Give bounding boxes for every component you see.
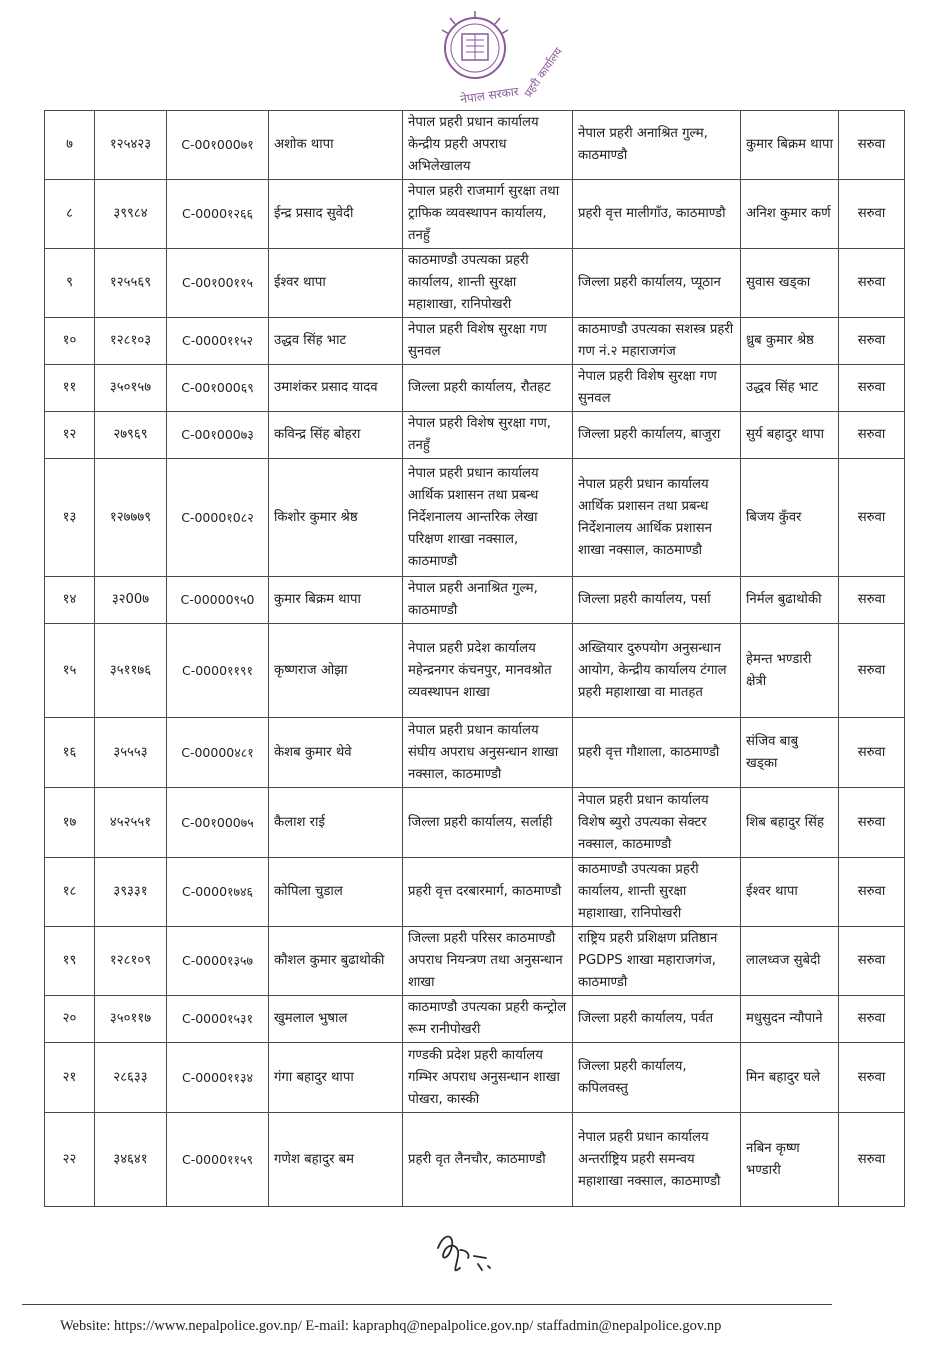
- transfer-office-cell: काठमाण्डौ उपत्यका प्रहरी कार्यालय, शान्ती सुरक्षा महाशाखा, रानिपोखरी: [573, 858, 741, 927]
- transfer-type-cell: सरुवा: [839, 412, 905, 459]
- staff-code-cell: C-00१00११५: [167, 249, 269, 318]
- replacement-name-cell: निर्मल बुढाथोकी: [741, 577, 839, 624]
- table-row: [45, 718, 905, 788]
- current-office-cell: नेपाल प्रहरी प्रदेश कार्यालय महेन्द्रनगर कंचनपुर, मानवश्रोत व्यवस्थापन शाखा: [403, 624, 573, 718]
- table-row: [45, 459, 905, 577]
- staff-code-cell: C-00000९५0: [167, 577, 269, 624]
- employee-id-cell: ३५०१५७: [95, 365, 167, 412]
- serial-number-cell: २१: [45, 1043, 95, 1113]
- table-body: [45, 111, 905, 1207]
- current-office-cell: नेपाल प्रहरी प्रधान कार्यालय संघीय अपराध अनुसन्धान शाखा नक्साल, काठमाण्डौ: [403, 718, 573, 788]
- transfer-office-cell: नेपाल प्रहरी विशेष सुरक्षा गण सुनवल: [573, 365, 741, 412]
- table-row: [45, 318, 905, 365]
- transfer-type-cell: सरुवा: [839, 459, 905, 577]
- staff-code-cell: C-0000११५२: [167, 318, 269, 365]
- employee-name-cell: कुमार बिक्रम थापा: [269, 577, 403, 624]
- transfer-office-cell: जिल्ला प्रहरी कार्यालय, प्यूठान: [573, 249, 741, 318]
- transfer-office-cell: जिल्ला प्रहरी कार्यालय, पर्सा: [573, 577, 741, 624]
- replacement-name-cell: उद्धव सिंह भाट: [741, 365, 839, 412]
- employee-name-cell: अशोक थापा: [269, 111, 403, 180]
- employee-name-cell: खुमलाल भुषाल: [269, 996, 403, 1043]
- current-office-cell: नेपाल प्रहरी अनाश्रित गुल्म, काठमाण्डौ: [403, 577, 573, 624]
- table-row: [45, 624, 905, 718]
- current-office-cell: प्रहरी वृत लैनचौर, काठमाण्डौ: [403, 1113, 573, 1207]
- staff-code-cell: C-0000१७४६: [167, 858, 269, 927]
- serial-number-cell: १६: [45, 718, 95, 788]
- transfer-office-cell: नेपाल प्रहरी प्रधान कार्यालय अन्तर्राष्ट्रिय प्रहरी समन्वय महाशाखा नक्साल, काठमाण्डौ: [573, 1113, 741, 1207]
- transfer-office-cell: जिल्ला प्रहरी कार्यालय, कपिलवस्तु: [573, 1043, 741, 1113]
- footer-contact: Website: https://www.nepalpolice.gov.np/ E-mail: kapraphq@nepalpolice.gov.np/ staffadmin@nepalpolice.gov.np: [60, 1318, 722, 1334]
- serial-number-cell: १३: [45, 459, 95, 577]
- staff-code-cell: C-00१000७१: [167, 111, 269, 180]
- transfer-type-cell: सरुवा: [839, 927, 905, 996]
- replacement-name-cell: शिब बहादुर सिंह: [741, 788, 839, 858]
- employee-id-cell: ३४६४१: [95, 1113, 167, 1207]
- employee-name-cell: ईश्वर थापा: [269, 249, 403, 318]
- employee-name-cell: उमाशंकर प्रसाद यादव: [269, 365, 403, 412]
- staff-code-cell: C-0000१५३१: [167, 996, 269, 1043]
- employee-id-cell: १२७७७९: [95, 459, 167, 577]
- employee-name-cell: गंगा बहादुर थापा: [269, 1043, 403, 1113]
- staff-code-cell: C-0000१३५७: [167, 927, 269, 996]
- serial-number-cell: १०: [45, 318, 95, 365]
- employee-id-cell: २८६३३: [95, 1043, 167, 1113]
- replacement-name-cell: ईश्वर थापा: [741, 858, 839, 927]
- staff-code-cell: C-0000१0८२: [167, 459, 269, 577]
- transfer-type-cell: सरुवा: [839, 249, 905, 318]
- staff-code-cell: C-00000४८१: [167, 718, 269, 788]
- serial-number-cell: ७: [45, 111, 95, 180]
- current-office-cell: काठमाण्डौ उपत्यका प्रहरी कन्ट्रोल रूम रानीपोखरी: [403, 996, 573, 1043]
- current-office-cell: जिल्ला प्रहरी परिसर काठमाण्डौ अपराध नियन्त्रण तथा अनुसन्धान शाखा: [403, 927, 573, 996]
- employee-name-cell: कैलाश राई: [269, 788, 403, 858]
- transfer-office-cell: जिल्ला प्रहरी कार्यालय, पर्वत: [573, 996, 741, 1043]
- replacement-name-cell: मिन बहादुर घले: [741, 1043, 839, 1113]
- employee-name-cell: किशोर कुमार श्रेष्ठ: [269, 459, 403, 577]
- employee-id-cell: १२५४२३: [95, 111, 167, 180]
- transfer-type-cell: सरुवा: [839, 996, 905, 1043]
- table-row: [45, 111, 905, 180]
- serial-number-cell: १२: [45, 412, 95, 459]
- replacement-name-cell: ध्रुब कुमार श्रेष्ठ: [741, 318, 839, 365]
- serial-number-cell: १४: [45, 577, 95, 624]
- employee-id-cell: ३५५५३: [95, 718, 167, 788]
- svg-text:नेपाल सरकार: नेपाल सरकार: [459, 84, 520, 107]
- serial-number-cell: ११: [45, 365, 95, 412]
- employee-id-cell: १२८१०९: [95, 927, 167, 996]
- table-row: [45, 249, 905, 318]
- replacement-name-cell: सुर्य बहादुर थापा: [741, 412, 839, 459]
- transfer-office-cell: प्रहरी वृत्त गौशाला, काठमाण्डौ: [573, 718, 741, 788]
- employee-id-cell: ३२00७: [95, 577, 167, 624]
- transfer-office-cell: काठमाण्डौ उपत्यका सशस्त्र प्रहरी गण नं.२ महाराजगंज: [573, 318, 741, 365]
- transfer-type-cell: सरुवा: [839, 1043, 905, 1113]
- employee-id-cell: ३५११७६: [95, 624, 167, 718]
- transfer-office-cell: राष्ट्रिय प्रहरी प्रशिक्षण प्रतिष्ठान PGDPS शाखा महाराजगंज, काठमाण्डौ: [573, 927, 741, 996]
- employee-name-cell: कौशल कुमार बुढाथोकी: [269, 927, 403, 996]
- employee-name-cell: उद्धव सिंह भाट: [269, 318, 403, 365]
- transfer-office-cell: जिल्ला प्रहरी कार्यालय, बाजुरा: [573, 412, 741, 459]
- transfer-table: [44, 110, 905, 1207]
- current-office-cell: नेपाल प्रहरी प्रधान कार्यालय केन्द्रीय प्रहरी अपराध अभिलेखालय: [403, 111, 573, 180]
- transfer-type-cell: सरुवा: [839, 180, 905, 249]
- staff-code-cell: C-0000११५९: [167, 1113, 269, 1207]
- staff-code-cell: C-00१000६९: [167, 365, 269, 412]
- table-row: [45, 412, 905, 459]
- replacement-name-cell: कुमार बिक्रम थापा: [741, 111, 839, 180]
- current-office-cell: प्रहरी वृत्त दरबारमार्ग, काठमाण्डौ: [403, 858, 573, 927]
- employee-id-cell: ४५२५५१: [95, 788, 167, 858]
- current-office-cell: गण्डकी प्रदेश प्रहरी कार्यालय गम्भिर अपराध अनुसन्धान शाखा पोखरा, कास्की: [403, 1043, 573, 1113]
- serial-number-cell: १९: [45, 927, 95, 996]
- table-row: [45, 858, 905, 927]
- employee-id-cell: १२५५६९: [95, 249, 167, 318]
- staff-code-cell: C-00१000७३: [167, 412, 269, 459]
- replacement-name-cell: अनिश कुमार कर्ण: [741, 180, 839, 249]
- table-row: [45, 365, 905, 412]
- employee-name-cell: केशब कुमार थेवे: [269, 718, 403, 788]
- transfer-type-cell: सरुवा: [839, 718, 905, 788]
- employee-name-cell: कविन्द्र सिंह बोहरा: [269, 412, 403, 459]
- transfer-office-cell: प्रहरी वृत्त मालीगाँउ, काठमाण्डौ: [573, 180, 741, 249]
- transfer-type-cell: सरुवा: [839, 1113, 905, 1207]
- current-office-cell: नेपाल प्रहरी प्रधान कार्यालय आर्थिक प्रशासन तथा प्रबन्ध निर्देशनालय आन्तरिक लेखा परिक्षण शाखा नक्साल, काठमाण्डौ: [403, 459, 573, 577]
- current-office-cell: नेपाल प्रहरी विशेष सुरक्षा गण, तनहुँ: [403, 412, 573, 459]
- serial-number-cell: ९: [45, 249, 95, 318]
- serial-number-cell: १७: [45, 788, 95, 858]
- transfer-type-cell: सरुवा: [839, 365, 905, 412]
- transfer-type-cell: सरुवा: [839, 858, 905, 927]
- signature: [430, 1228, 505, 1288]
- staff-code-cell: C-0000१२६६: [167, 180, 269, 249]
- table-row: [45, 996, 905, 1043]
- table-row: [45, 927, 905, 996]
- replacement-name-cell: लालध्वज सुबेदी: [741, 927, 839, 996]
- transfer-office-cell: अख्तियार दुरुपयोग अनुसन्धान आयोग, केन्द्रीय कार्यालय टंगाल प्रहरी महाशाखा वा मातहत: [573, 624, 741, 718]
- footer-rule: [22, 1304, 832, 1305]
- employee-id-cell: २७९६९: [95, 412, 167, 459]
- current-office-cell: काठमाण्डौ उपत्यका प्रहरी कार्यालय, शान्ती सुरक्षा महाशाखा, रानिपोखरी: [403, 249, 573, 318]
- employee-name-cell: गणेश बहादुर बम: [269, 1113, 403, 1207]
- table-row: [45, 1043, 905, 1113]
- employee-id-cell: १२८१०३: [95, 318, 167, 365]
- table-row: [45, 788, 905, 858]
- table-row: [45, 577, 905, 624]
- replacement-name-cell: नबिन कृष्ण भण्डारी: [741, 1113, 839, 1207]
- transfer-type-cell: सरुवा: [839, 788, 905, 858]
- staff-code-cell: C-00१000७५: [167, 788, 269, 858]
- serial-number-cell: १५: [45, 624, 95, 718]
- transfer-type-cell: सरुवा: [839, 577, 905, 624]
- transfer-type-cell: सरुवा: [839, 318, 905, 365]
- current-office-cell: जिल्ला प्रहरी कार्यालय, रौतहट: [403, 365, 573, 412]
- employee-name-cell: ईन्द्र प्रसाद सुवेदी: [269, 180, 403, 249]
- current-office-cell: जिल्ला प्रहरी कार्यालय, सर्लाही: [403, 788, 573, 858]
- serial-number-cell: ८: [45, 180, 95, 249]
- employee-name-cell: कृष्णराज ओझा: [269, 624, 403, 718]
- svg-text:प्रहरी कार्यालय: प्रहरी कार्यालय: [521, 45, 566, 100]
- transfer-office-cell: नेपाल प्रहरी प्रधान कार्यालय आर्थिक प्रशासन तथा प्रबन्ध निर्देशनालय आर्थिक प्रशासन शाखा नक्साल, काठमाण्डौ: [573, 459, 741, 577]
- table-row: [45, 180, 905, 249]
- employee-id-cell: ३९९८४: [95, 180, 167, 249]
- replacement-name-cell: संजिव बाबु खड्का: [741, 718, 839, 788]
- replacement-name-cell: सुवास खड्का: [741, 249, 839, 318]
- current-office-cell: नेपाल प्रहरी राजमार्ग सुरक्षा तथा ट्राफिक व्यवस्थापन कार्यालय, तनहुँ: [403, 180, 573, 249]
- transfer-type-cell: सरुवा: [839, 111, 905, 180]
- employee-id-cell: ३५०११७: [95, 996, 167, 1043]
- replacement-name-cell: हेमन्त भण्डारी क्षेत्री: [741, 624, 839, 718]
- replacement-name-cell: बिजय कुँवर: [741, 459, 839, 577]
- replacement-name-cell: मधुसुदन न्यौपाने: [741, 996, 839, 1043]
- employee-id-cell: ३९३३१: [95, 858, 167, 927]
- serial-number-cell: २०: [45, 996, 95, 1043]
- serial-number-cell: १८: [45, 858, 95, 927]
- serial-number-cell: २२: [45, 1113, 95, 1207]
- transfer-type-cell: सरुवा: [839, 624, 905, 718]
- staff-code-cell: C-0000११३४: [167, 1043, 269, 1113]
- current-office-cell: नेपाल प्रहरी विशेष सुरक्षा गण सुनवल: [403, 318, 573, 365]
- employee-name-cell: कोपिला चुडाल: [269, 858, 403, 927]
- official-seal: [430, 6, 580, 121]
- staff-code-cell: C-0000११९१: [167, 624, 269, 718]
- table-row: [45, 1113, 905, 1207]
- transfer-office-cell: नेपाल प्रहरी अनाश्रित गुल्म, काठमाण्डौ: [573, 111, 741, 180]
- transfer-office-cell: नेपाल प्रहरी प्रधान कार्यालय विशेष ब्युरो उपत्यका सेक्टर नक्साल, काठमाण्डौ: [573, 788, 741, 858]
